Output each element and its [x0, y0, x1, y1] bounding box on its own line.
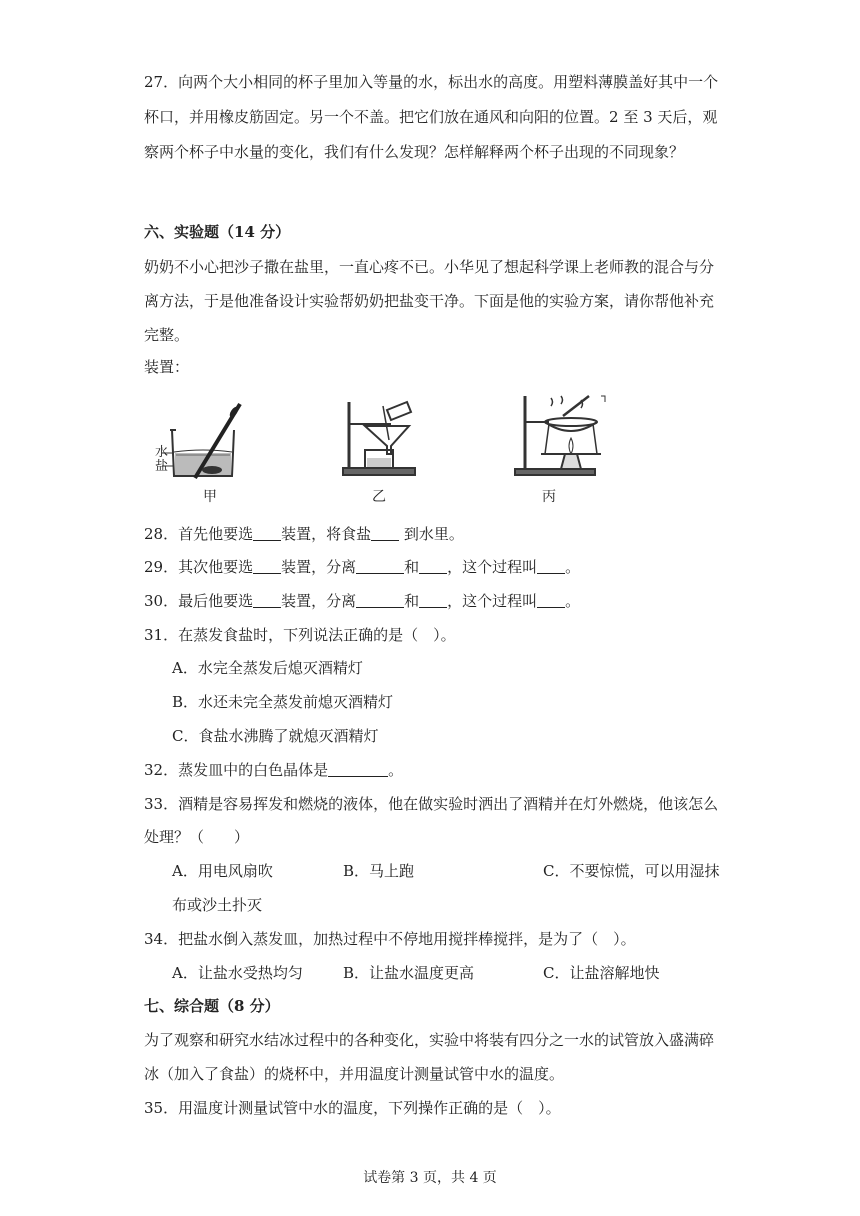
q34-option-a[interactable]: A．让盐水受热均匀: [172, 964, 303, 982]
blank-q30-3[interactable]: [419, 591, 447, 608]
blank-q29-4[interactable]: [537, 557, 565, 574]
section6-intro-2: 离方法，于是他准备设计实验帮奶奶把盐变干净。下面是他的实验方案，请你帮他补充: [144, 292, 715, 310]
q33-option-a[interactable]: A．用电风扇吹: [172, 862, 273, 880]
blank-q30-1[interactable]: [253, 591, 281, 608]
blank-q28-2[interactable]: [371, 524, 399, 541]
q31-option-a[interactable]: A．水完全蒸发后熄灭酒精灯: [172, 659, 363, 677]
q32: 32．蒸发皿中的白色晶体是 。: [144, 761, 404, 779]
blank-q30-2[interactable]: [356, 591, 404, 608]
section6-intro-3: 完整。: [144, 326, 190, 344]
q27-line-2: 杯口，并用橡皮筋固定。另一个不盖。把它们放在通风和向阳的位置。2 至 3 天后，观: [144, 108, 718, 126]
water-label: 水: [155, 445, 169, 460]
apparatus-bing-figure: [505, 392, 615, 478]
pouring-beaker: [387, 402, 411, 420]
blank-q32[interactable]: [328, 760, 388, 777]
glass-rod: [563, 396, 589, 416]
q34-option-b[interactable]: B．让盐水温度更高: [343, 964, 475, 982]
q31-option-b[interactable]: B．水还未完全蒸发前熄灭酒精灯: [172, 693, 394, 711]
q34-option-c[interactable]: C．让盐溶解地快: [543, 964, 660, 982]
q33-option-c-cont[interactable]: 布或沙土扑灭: [172, 896, 263, 914]
label-bing: 丙: [542, 489, 556, 505]
section6-title: 六、实验题（14 分）: [144, 223, 291, 241]
blank-q28-1[interactable]: [253, 524, 281, 541]
stand-base-yi: [343, 468, 415, 475]
apparatus-label: 装置：: [144, 358, 190, 376]
q33-option-b[interactable]: B．马上跑: [343, 862, 415, 880]
q28: 28．首先他要选 装置，将食盐 到水里。: [144, 525, 464, 543]
blank-q29-3[interactable]: [419, 557, 447, 574]
q34-stem: 34．把盐水倒入蒸发皿，加热过程中不停地用搅拌棒搅拌，是为了（ ）。: [144, 930, 636, 948]
section7-intro-1: 为了观察和研究水结冰过程中的各种变化，实验中将装有四分之一水的试管放入盛满碎: [144, 1031, 715, 1049]
salt-label: 盐: [155, 459, 169, 474]
alcohol-lamp: [561, 454, 581, 469]
stand-base-bing: [515, 469, 595, 475]
apparatus-yi-figure: [335, 398, 421, 478]
section7-title: 七、综合题（8 分）: [144, 997, 280, 1015]
section6-intro-1: 奶奶不小心把沙子撒在盐里，一直心疼不已。小华见了想起科学课上老师教的混合与分: [144, 258, 715, 276]
blank-q29-2[interactable]: [356, 557, 404, 574]
label-yi: 乙: [372, 489, 386, 505]
blank-q29-1[interactable]: [253, 557, 281, 574]
q30: 30．最后他要选 装置，分离 和 ，这个过程叫 。: [144, 592, 581, 610]
blank-q30-4[interactable]: [537, 591, 565, 608]
q33-option-c[interactable]: C．不要惊慌，可以用湿抹: [543, 862, 720, 880]
q31-stem: 31．在蒸发食盐时，下列说法正确的是（ ）。: [144, 626, 456, 644]
q27-line-1: 27．向两个大小相同的杯子里加入等量的水，标出水的高度。用塑料薄膜盖好其中一个: [144, 73, 719, 91]
page-footer: 试卷第 3 页，共 4 页: [363, 1170, 497, 1186]
q27-line-3: 察两个杯子中水量的变化，我们有什么发现？怎样解释两个杯子出现的不同现象？: [144, 143, 685, 161]
q35-stem: 35．用温度计测量试管中水的温度，下列操作正确的是（ ）。: [144, 1099, 561, 1117]
section7-intro-2: 冰（加入了食盐）的烧杯中，并用温度计测量试管中水的温度。: [144, 1065, 565, 1083]
q33-stem-2: 处理？（ ）: [144, 828, 250, 846]
q31-option-c[interactable]: C．食盐水沸腾了就熄灭酒精灯: [172, 727, 379, 745]
q33-stem-1: 33．酒精是容易挥发和燃烧的液体，他在做实验时洒出了酒精并在灯外燃烧，他该怎么: [144, 795, 719, 813]
q29: 29．其次他要选 装置，分离 和 ，这个过程叫 。: [144, 558, 581, 576]
label-jia: 甲: [203, 489, 217, 505]
